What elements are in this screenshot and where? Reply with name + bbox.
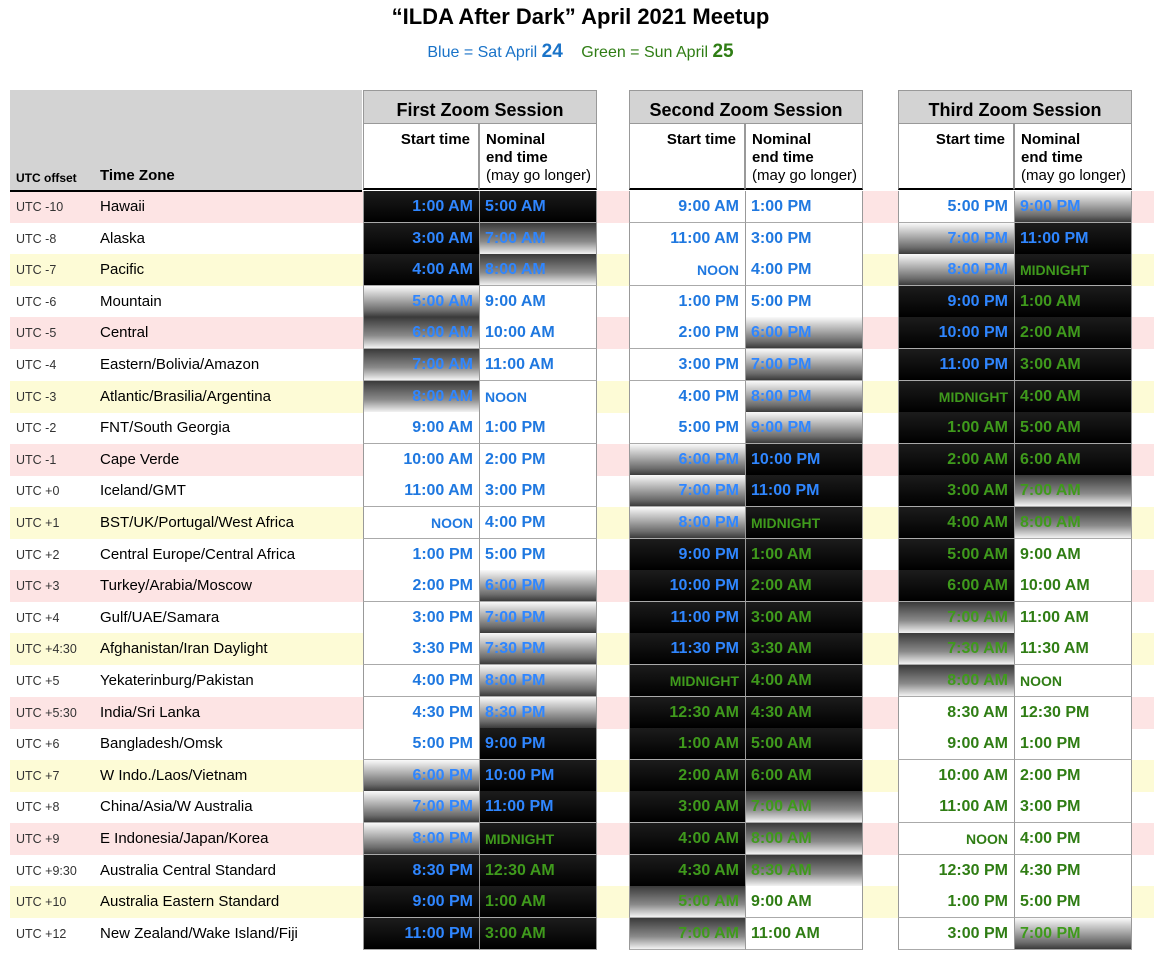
start-time-cell: MIDNIGHT (629, 665, 745, 697)
session-3 (898, 90, 1132, 949)
end-time-header (745, 123, 863, 190)
utc-offset: UTC -5 (16, 326, 57, 341)
end-time-cell: 4:30 AM (745, 697, 863, 729)
end-time-cell: 5:00 PM (1014, 886, 1132, 918)
end-time-cell: MIDNIGHT (745, 507, 863, 539)
start-time-cell: 1:00 PM (363, 539, 479, 571)
end-time-cell: 5:00 PM (745, 286, 863, 318)
end-header-line1: Nominal (752, 131, 812, 148)
end-time-cell: 1:00 PM (479, 412, 597, 444)
time-zone-name: Iceland/GMT (100, 482, 186, 500)
end-time-cell: 5:00 AM (1014, 412, 1132, 444)
start-time-cell: 11:00 AM (363, 475, 479, 507)
utc-offset: UTC +6 (16, 737, 60, 752)
start-time-cell: 4:00 PM (629, 381, 745, 413)
end-time-cell: 1:00 AM (745, 539, 863, 571)
time-zone-name: Atlantic/Brasilia/Argentina (100, 387, 271, 405)
start-time-cell: NOON (363, 507, 479, 539)
session-title: Third Zoom Session (898, 90, 1132, 123)
time-zone-name: BST/UK/Portugal/West Africa (100, 514, 294, 531)
end-header-line2: end time (486, 149, 548, 166)
time-zone-name: New Zealand/Wake Island/Fiji (100, 924, 298, 942)
start-time-cell: 5:00 AM (898, 539, 1014, 571)
start-time-cell: 6:00 PM (363, 760, 479, 792)
end-time-cell: 1:00 AM (479, 886, 597, 918)
utc-offset: UTC +0 (16, 484, 60, 499)
end-time-cell: 5:00 AM (479, 191, 597, 223)
end-time-cell: 6:00 PM (479, 570, 597, 602)
time-zone-header: Time Zone (100, 167, 175, 184)
start-time-cell: 1:00 AM (898, 412, 1014, 444)
start-time-cell: 4:00 AM (898, 507, 1014, 539)
end-time-cell: 9:00 AM (479, 286, 597, 318)
end-time-cell: 4:00 AM (1014, 381, 1132, 413)
end-time-cell: 8:30 AM (745, 855, 863, 887)
start-time-cell: 2:00 AM (629, 760, 745, 792)
start-time-cell: 10:00 PM (898, 317, 1014, 349)
utc-offset: UTC +2 (16, 547, 60, 562)
end-header-line2: end time (1021, 149, 1083, 166)
end-time-cell: 2:00 PM (479, 444, 597, 476)
end-time-cell: 4:00 PM (745, 254, 863, 286)
utc-offset: UTC +10 (16, 895, 67, 910)
utc-offset: UTC +5 (16, 674, 60, 688)
start-time-cell: 4:30 AM (629, 855, 745, 887)
utc-offset: UTC +4 (16, 610, 60, 625)
utc-offset: UTC -4 (16, 358, 57, 372)
start-time-cell: 7:30 AM (898, 633, 1014, 665)
end-time-cell: 3:00 AM (1014, 349, 1132, 381)
end-time-cell: 1:00 PM (1014, 728, 1132, 760)
start-time-cell: 9:00 PM (363, 886, 479, 918)
time-zone-name: India/Sri Lanka (100, 703, 201, 721)
session-2 (629, 90, 863, 949)
time-zone-name: W Indo./Laos/Vietnam (100, 766, 248, 784)
start-time-cell: 7:00 PM (363, 791, 479, 823)
legend-blue (427, 41, 563, 62)
end-time-cell: 12:30 PM (1014, 697, 1132, 729)
time-zone-name: China/Asia/W Australia (100, 798, 253, 816)
end-time-cell: 8:00 AM (745, 823, 863, 855)
end-time-cell: 7:00 AM (1014, 475, 1132, 507)
utc-offset: UTC +1 (16, 516, 60, 530)
end-time-cell: 7:30 PM (479, 633, 597, 665)
end-time-cell: 3:30 AM (745, 633, 863, 665)
start-time-cell: 9:00 AM (898, 728, 1014, 760)
utc-offset: UTC -8 (16, 231, 57, 246)
end-header-note: (may go longer) (486, 167, 592, 184)
start-time-cell: 1:00 PM (629, 286, 745, 318)
end-time-cell: NOON (1014, 665, 1132, 697)
start-time-cell: 3:00 PM (629, 349, 745, 381)
start-time-cell: 2:00 PM (363, 570, 479, 602)
end-time-cell: 2:00 AM (1014, 317, 1132, 349)
start-time-cell: 3:30 PM (363, 633, 479, 665)
end-time-cell: 4:00 AM (745, 665, 863, 697)
start-time-cell: 10:00 AM (363, 444, 479, 476)
start-time-cell: 11:00 PM (898, 349, 1014, 381)
end-time-cell: 3:00 AM (745, 602, 863, 634)
utc-offset: UTC +4:30 (16, 642, 77, 657)
utc-offset: UTC -6 (16, 294, 57, 309)
time-zone-name: E Indonesia/Japan/Korea (100, 830, 269, 847)
end-time-cell: 2:00 PM (1014, 760, 1132, 792)
start-time-header: Start time (898, 123, 1014, 190)
end-header-line2: end time (752, 149, 814, 166)
end-time-cell: 9:00 AM (1014, 539, 1132, 571)
start-time-cell: 3:00 AM (363, 223, 479, 255)
start-time-cell: 9:00 AM (363, 412, 479, 444)
end-time-cell: 8:00 PM (745, 381, 863, 413)
session-title: First Zoom Session (363, 90, 597, 123)
start-time-cell: 11:30 PM (629, 633, 745, 665)
start-time-cell: 8:30 PM (363, 855, 479, 887)
start-time-cell: 7:00 AM (898, 602, 1014, 634)
time-zone-name: Gulf/UAE/Samara (100, 608, 220, 626)
start-time-cell: 3:00 PM (898, 918, 1014, 950)
time-zone-name: Hawaii (100, 198, 146, 215)
end-time-cell: 8:30 PM (479, 697, 597, 729)
utc-offset: UTC +7 (16, 768, 60, 783)
end-time-cell: 8:00 AM (1014, 507, 1132, 539)
start-time-cell: 10:00 AM (898, 760, 1014, 792)
end-time-header (479, 123, 597, 190)
start-time-cell: 5:00 PM (898, 191, 1014, 223)
end-time-cell: 7:00 AM (745, 791, 863, 823)
time-zone-name: Afghanistan/Iran Daylight (100, 640, 268, 658)
utc-offset: UTC -2 (16, 421, 57, 436)
end-time-cell: 6:00 AM (1014, 444, 1132, 476)
end-time-cell: 8:00 AM (479, 254, 597, 286)
start-time-cell: 12:30 AM (629, 697, 745, 729)
end-time-cell: 7:00 PM (479, 602, 597, 634)
time-zone-name: Central (100, 324, 149, 342)
utc-offset: UTC +8 (16, 800, 60, 815)
end-time-header (1014, 123, 1132, 190)
end-header-note: (may go longer) (1021, 167, 1127, 184)
session-title: Second Zoom Session (629, 90, 863, 123)
end-time-cell: 3:00 AM (479, 918, 597, 950)
start-time-cell: NOON (898, 823, 1014, 855)
time-zone-name: Mountain (100, 292, 162, 310)
utc-offset: UTC -3 (16, 389, 57, 404)
end-time-cell: 11:00 AM (1014, 602, 1132, 634)
end-time-cell: 9:00 PM (745, 412, 863, 444)
start-time-cell: 7:00 PM (898, 223, 1014, 255)
end-time-cell: 3:00 PM (479, 475, 597, 507)
start-time-header: Start time (629, 123, 745, 190)
start-time-cell: 5:00 PM (363, 728, 479, 760)
end-time-cell: 6:00 PM (745, 317, 863, 349)
legend-green-text: Green = Sun April (581, 44, 709, 61)
start-time-cell: 8:00 AM (363, 381, 479, 413)
end-time-cell: 10:00 PM (479, 760, 597, 792)
end-time-cell: 11:00 PM (1014, 223, 1132, 255)
end-time-cell: 10:00 AM (479, 317, 597, 349)
start-time-cell: 10:00 PM (629, 570, 745, 602)
end-header-note: (may go longer) (752, 167, 858, 184)
time-zone-name: Yekaterinburg/Pakistan (100, 672, 254, 689)
utc-offset: UTC +9 (16, 832, 60, 846)
start-time-cell: 2:00 PM (629, 317, 745, 349)
utc-offset: UTC -1 (16, 452, 57, 467)
start-time-header: Start time (363, 123, 479, 190)
start-time-cell: 3:00 AM (629, 791, 745, 823)
end-time-cell: 7:00 PM (745, 349, 863, 381)
end-time-cell: 10:00 AM (1014, 570, 1132, 602)
end-time-cell: 2:00 AM (745, 570, 863, 602)
start-time-cell: 3:00 AM (898, 475, 1014, 507)
start-time-cell: 5:00 AM (629, 886, 745, 918)
start-time-cell: 7:00 AM (363, 349, 479, 381)
start-time-cell: NOON (629, 254, 745, 286)
start-time-cell: 11:00 PM (363, 918, 479, 950)
end-time-cell: NOON (479, 381, 597, 413)
start-time-cell: 6:00 AM (898, 570, 1014, 602)
start-time-cell: 4:00 AM (363, 254, 479, 286)
time-zone-name: Alaska (100, 229, 146, 247)
time-zone-name: Turkey/Arabia/Moscow (100, 577, 252, 595)
end-time-cell: 6:00 AM (745, 760, 863, 792)
start-time-cell: 7:00 AM (629, 918, 745, 950)
end-time-cell: 1:00 AM (1014, 286, 1132, 318)
start-time-cell: 8:00 AM (898, 665, 1014, 697)
end-time-cell: 8:00 PM (479, 665, 597, 697)
end-time-cell: 9:00 PM (1014, 191, 1132, 223)
end-time-cell: 12:30 AM (479, 855, 597, 887)
start-time-cell: 8:30 AM (898, 697, 1014, 729)
start-time-cell: 11:00 AM (629, 223, 745, 255)
utc-offset: UTC +5:30 (16, 705, 77, 720)
end-time-cell: 4:00 PM (479, 507, 597, 539)
end-time-cell: 7:00 AM (479, 223, 597, 255)
start-time-cell: 4:00 PM (363, 665, 479, 697)
end-time-cell: 9:00 AM (745, 886, 863, 918)
utc-offset: UTC -10 (16, 200, 64, 214)
end-time-cell: 4:30 PM (1014, 855, 1132, 887)
start-time-cell: 6:00 PM (629, 444, 745, 476)
end-header-line1: Nominal (1021, 131, 1081, 148)
end-time-cell: 9:00 PM (479, 728, 597, 760)
end-time-cell: MIDNIGHT (1014, 254, 1132, 286)
legend-green-day: 25 (712, 41, 734, 62)
end-time-cell: 11:00 AM (745, 918, 863, 950)
utc-offset: UTC +9:30 (16, 863, 77, 878)
end-time-cell: 3:00 PM (745, 223, 863, 255)
start-time-cell: 11:00 PM (629, 602, 745, 634)
end-time-cell: 5:00 AM (745, 728, 863, 760)
start-time-cell: 3:00 PM (363, 602, 479, 634)
time-zone-name: Eastern/Bolivia/Amazon (100, 356, 260, 373)
start-time-cell: 1:00 AM (363, 191, 479, 223)
session-1 (363, 90, 597, 949)
start-time-cell: 11:00 AM (898, 791, 1014, 823)
end-time-cell: 7:00 PM (1014, 918, 1132, 950)
start-time-cell: 8:00 PM (898, 254, 1014, 286)
end-time-cell: 4:00 PM (1014, 823, 1132, 855)
time-zone-name: Cape Verde (100, 450, 180, 468)
end-time-cell: MIDNIGHT (479, 823, 597, 855)
time-zone-name: FNT/South Georgia (100, 419, 231, 437)
color-legend (0, 41, 1161, 63)
utc-offset: UTC -7 (16, 263, 57, 278)
start-time-cell: 6:00 AM (363, 317, 479, 349)
legend-green (581, 41, 734, 62)
start-time-cell: 12:30 PM (898, 855, 1014, 887)
utc-offset: UTC +12 (16, 926, 67, 941)
start-time-cell: 8:00 PM (363, 823, 479, 855)
legend-blue-day: 24 (541, 41, 563, 62)
end-time-cell: 11:00 AM (479, 349, 597, 381)
utc-offset-header: UTC offset (16, 171, 77, 185)
time-zone-name: Australia Central Standard (100, 861, 276, 879)
end-time-cell: 10:00 PM (745, 444, 863, 476)
time-zone-name: Bangladesh/Omsk (100, 735, 223, 753)
start-time-cell: 4:00 AM (629, 823, 745, 855)
end-time-cell: 11:00 PM (479, 791, 597, 823)
time-zone-name: Australia Eastern Standard (100, 893, 280, 911)
start-time-cell: MIDNIGHT (898, 381, 1014, 413)
end-header-line1: Nominal (486, 131, 546, 148)
end-time-cell: 11:00 PM (745, 475, 863, 507)
end-time-cell: 3:00 PM (1014, 791, 1132, 823)
start-time-cell: 9:00 AM (629, 191, 745, 223)
start-time-cell: 5:00 AM (363, 286, 479, 318)
start-time-cell: 8:00 PM (629, 507, 745, 539)
time-zone-name: Pacific (100, 261, 145, 279)
start-time-cell: 1:00 AM (629, 728, 745, 760)
start-time-cell: 1:00 PM (898, 886, 1014, 918)
legend-blue-text: Blue = Sat April (427, 44, 538, 61)
utc-offset: UTC +3 (16, 579, 60, 594)
end-time-cell: 1:00 PM (745, 191, 863, 223)
start-time-cell: 4:30 PM (363, 697, 479, 729)
time-zone-name: Central Europe/Central Africa (100, 545, 296, 563)
start-time-cell: 7:00 PM (629, 475, 745, 507)
page-title: “ILDA After Dark” April 2021 Meetup (391, 4, 770, 29)
start-time-cell: 2:00 AM (898, 444, 1014, 476)
start-time-cell: 9:00 PM (898, 286, 1014, 318)
end-time-cell: 11:30 AM (1014, 633, 1132, 665)
end-time-cell: 5:00 PM (479, 539, 597, 571)
start-time-cell: 9:00 PM (629, 539, 745, 571)
start-time-cell: 5:00 PM (629, 412, 745, 444)
